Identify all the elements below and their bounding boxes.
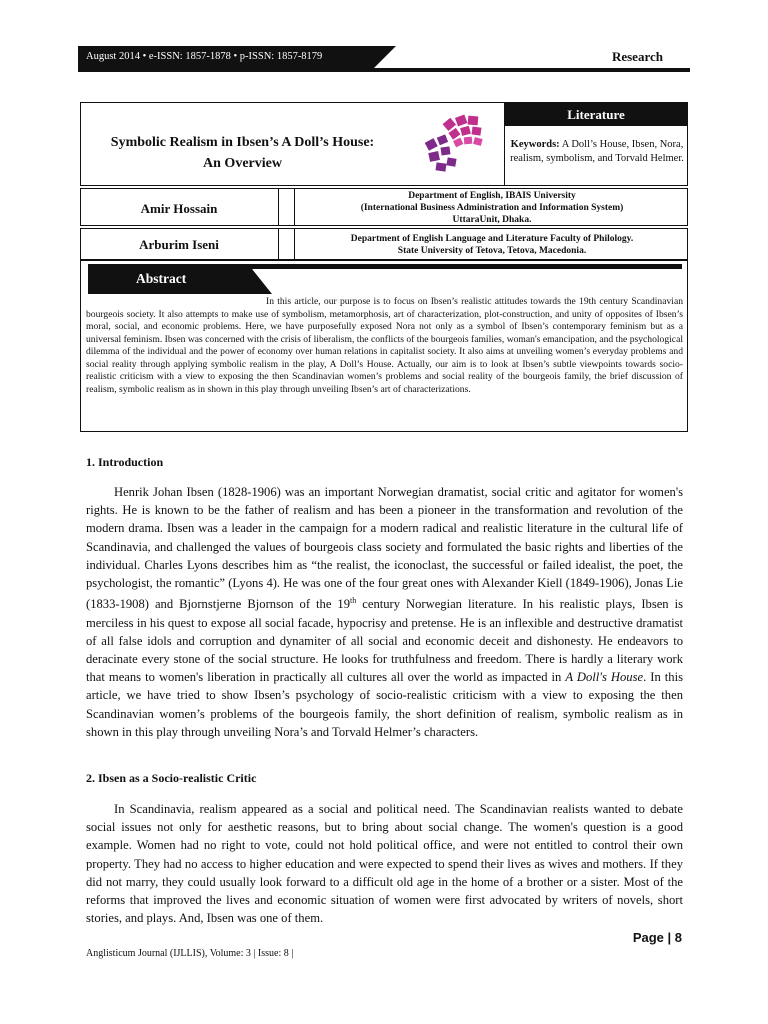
affiliation-line: (International Business Administration and Information System) xyxy=(360,203,624,213)
article-title xyxy=(80,132,405,174)
author-name-1: Amir Hossain xyxy=(140,201,218,216)
author-name-2: Arburim Iseni xyxy=(139,237,219,252)
page-number: Page | 8 xyxy=(632,930,682,945)
section-heading-introduction: 1. Introduction xyxy=(86,455,164,469)
author-row-divider xyxy=(278,228,279,260)
intro-play-title: A Doll's House xyxy=(565,670,644,685)
article-title-line-2: An Overview xyxy=(203,156,282,171)
author-row-divider xyxy=(294,228,295,260)
category-label: Literature xyxy=(504,103,688,126)
abstract-label: Abstract xyxy=(88,264,248,294)
keywords xyxy=(508,138,686,166)
keywords-value: A Doll’s House, Ibsen, Nora, realism, symbolism, and Torvald Helmer. xyxy=(510,139,684,164)
abstract-body: In this article, our purpose is to focus on Ibsen’s realistic attitudes towards the 19th century Scandinavian bourgeois society. It also attempts to make use of symbolism, metamorphosis, art of characterization, plot-construction, and unity of opposites of Ibsen’s moral, social, and economic problems. Here, we have purposefully exposed Nora not only as a symbol of Ibsen’s contemporary feminism but as a universal feminism. Ibsen was concerned with the crisis of liberalism, the conflicts of the bourgeois families, woman's emancipation, and the psychological dilemma of the individual and the power of economy over human relations in capitalist society. It also aims at unveiling women’s everyday problems and social reality through applying symbolic realism in the play, A Doll’s House. Actually, our aim is to look at Ibsen’s subtle viewpoints towards socio-realistic criticism with a view to exposing the then Scandinavian women’s problems and social reality of the bourgeois family, the brief discussion of realism, symbolic realism as in shown in this play through unveiling Ibsen’s art of characterizations. xyxy=(86,296,683,395)
article-title-line-1: Symbolic Realism in Ibsen’s A Doll’s House: xyxy=(110,135,375,150)
header-bar-corner xyxy=(372,46,396,70)
affiliation-line: Department of English Language and Literature Faculty of Philology. xyxy=(350,234,634,244)
issn-line: August 2014 • e-ISSN: 1857-1878 • p-ISSN: 1857-8179 xyxy=(86,51,323,62)
section-label: Research xyxy=(611,49,663,64)
abstract-rule xyxy=(248,264,682,269)
abstract-text xyxy=(86,296,683,396)
socio-realistic-text: In Scandinavia, realism appeared as a social and political need. The Scandinavian realists wanted to debate social issues not only for aesthetic reasons, but to bring about social change. The women's question is a good example. Women had no right to vote, could not hold political office, and were not entitled to control their own property. They had no access to higher education and were expected to spend their lives as wives and mothers. If they did not marry, they could usually look forward to a difficult old age in the home of a brother or a sister. Most of the reforms that improved the lives and economic situation of women were first advocated by writers of novels, short stories, and plays. And, Ibsen was one of them. xyxy=(86,802,683,926)
intro-text-b: century Norwegian literature. In his realistic plays, Ibsen is merciless in his quest to expose all social facade, hypocrisy and pretense. He is an inflexible and destructive dramatist of all false idols and corruption and dynamiter of all social and economic deceit and dishonesty. He endeavors to deracinate every stone of the social structure. He looks for truthfulness and freedom. There is hardly a literary work that means to women's liberation in practically all cultures all over the world as impacted in xyxy=(86,597,684,685)
author-affiliation-1 xyxy=(300,190,684,226)
introduction-paragraph xyxy=(86,483,683,741)
author-affiliation-2 xyxy=(300,233,684,257)
intro-text-c: . In this article, we have tried to show Ibsen’s psychology of socio-realistic criticism with a view to exposing the then Scandinavian women’s problems of the bourgeois family, the short definition of realism, symbolic realism as in shown in this play through unveiling Nora’s and Torvald Helmer’s characters. xyxy=(86,670,683,739)
affiliation-line: Department of English, IBAIS University xyxy=(408,191,576,201)
author-row-divider xyxy=(294,188,295,226)
section-heading-socio-realistic-critic: 2. Ibsen as a Socio-realistic Critic xyxy=(86,771,257,785)
affiliation-line: UttaraUnit, Dhaka. xyxy=(452,215,532,225)
header-rule xyxy=(78,68,690,72)
socio-realistic-paragraph xyxy=(86,800,683,927)
journal-logo xyxy=(420,112,488,178)
affiliation-line: State University of Tetova, Tetova, Macedonia. xyxy=(397,246,587,256)
intro-superscript: th xyxy=(350,596,357,606)
author-row-divider xyxy=(278,188,279,226)
intro-text-a: Henrik Johan Ibsen (1828-1906) was an important Norwegian dramatist, social critic and agitator for women's rights. He is known to be the father of realism and has been a pioneer in the transformation and revolution of the modern drama. Ibsen was a leader in the campaign for a modern radical and realistic literature in the cultural life of Scandinavia, and challenged the values of bourgeois class society and formulated the basic rights and liberties of the individual. Charles Lyons describes him as “the realist, the iconoclast, the successful or failed idealist, the poet, the psychologist, the romantic” (Lyons 4). He was one of the four great ones with Alexander Kiell (1849-1906), Jonas Lie (1833-1908) and Bjornstjerne Bjornson of the 19 xyxy=(86,485,683,612)
journal-header-bar xyxy=(78,46,372,70)
keywords-label: Keywords: xyxy=(510,139,560,150)
journal-footer: Anglisticum Journal (IJLLIS), Volume: 3 | Issue: 8 | xyxy=(86,948,294,959)
